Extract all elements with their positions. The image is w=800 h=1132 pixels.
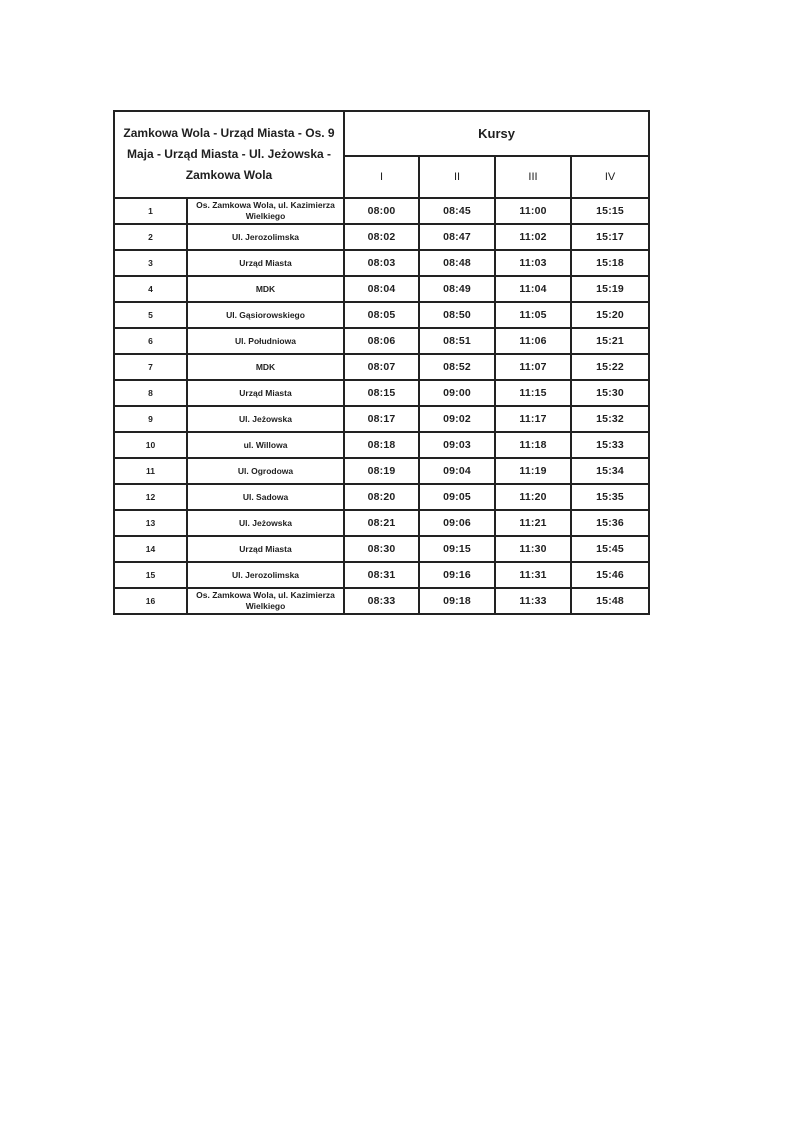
time-cell-4: 15:22	[571, 354, 649, 380]
table-row	[114, 354, 649, 380]
time-cell-3: 11:19	[495, 458, 571, 484]
time-cell-2: 08:48	[419, 250, 495, 276]
stop-number: 16	[114, 588, 187, 614]
time-cell-3: 11:06	[495, 328, 571, 354]
table-row	[114, 328, 649, 354]
time-cell-2: 08:45	[419, 198, 495, 224]
time-cell-1: 08:00	[344, 198, 419, 224]
stop-number: 13	[114, 510, 187, 536]
stop-number: 9	[114, 406, 187, 432]
time-cell-2: 09:05	[419, 484, 495, 510]
timetable-body	[114, 198, 649, 614]
stop-number: 8	[114, 380, 187, 406]
time-cell-1: 08:31	[344, 562, 419, 588]
stop-number: 4	[114, 276, 187, 302]
time-cell-2: 09:18	[419, 588, 495, 614]
time-cell-3: 11:17	[495, 406, 571, 432]
table-row	[114, 406, 649, 432]
table-row	[114, 432, 649, 458]
stop-name: Ul. Jeżowska	[187, 406, 344, 432]
table-row	[114, 458, 649, 484]
stop-name: Ul. Południowa	[187, 328, 344, 354]
time-cell-2: 09:15	[419, 536, 495, 562]
table-row	[114, 484, 649, 510]
stop-name: Urząd Miasta	[187, 380, 344, 406]
time-cell-2: 09:03	[419, 432, 495, 458]
stop-name: Ul. Jerozolimska	[187, 562, 344, 588]
course-column-4: IV	[571, 156, 649, 198]
time-cell-3: 11:00	[495, 198, 571, 224]
stop-name: Ul. Sadowa	[187, 484, 344, 510]
time-cell-4: 15:15	[571, 198, 649, 224]
time-cell-2: 09:02	[419, 406, 495, 432]
time-cell-1: 08:02	[344, 224, 419, 250]
table-row	[114, 562, 649, 588]
time-cell-2: 08:47	[419, 224, 495, 250]
time-cell-4: 15:20	[571, 302, 649, 328]
table-row	[114, 250, 649, 276]
courses-header: Kursy	[344, 111, 649, 156]
time-cell-3: 11:30	[495, 536, 571, 562]
time-cell-2: 09:06	[419, 510, 495, 536]
time-cell-4: 15:35	[571, 484, 649, 510]
stop-name: Ul. Jerozolimska	[187, 224, 344, 250]
stop-name: Ul. Gąsiorowskiego	[187, 302, 344, 328]
table-row	[114, 276, 649, 302]
header-row-top	[114, 111, 649, 156]
time-cell-3: 11:20	[495, 484, 571, 510]
time-cell-4: 15:46	[571, 562, 649, 588]
course-column-2: II	[419, 156, 495, 198]
time-cell-1: 08:30	[344, 536, 419, 562]
stop-number: 14	[114, 536, 187, 562]
stop-name: MDK	[187, 354, 344, 380]
table-row	[114, 380, 649, 406]
table-row	[114, 536, 649, 562]
time-cell-2: 09:00	[419, 380, 495, 406]
time-cell-2: 08:51	[419, 328, 495, 354]
stop-number: 1	[114, 198, 187, 224]
route-title: Zamkowa Wola - Urząd Miasta - Os. 9 Maja - Urząd Miasta - Ul. Jeżowska - Zamkowa Wola	[114, 111, 344, 198]
stop-name: Os. Zamkowa Wola, ul. Kazimierza Wielkiego	[187, 588, 344, 614]
time-cell-1: 08:04	[344, 276, 419, 302]
time-cell-1: 08:06	[344, 328, 419, 354]
stop-name: Ul. Ogrodowa	[187, 458, 344, 484]
time-cell-2: 08:52	[419, 354, 495, 380]
time-cell-3: 11:21	[495, 510, 571, 536]
stop-name: Os. Zamkowa Wola, ul. Kazimierza Wielkiego	[187, 198, 344, 224]
stop-number: 3	[114, 250, 187, 276]
time-cell-4: 15:45	[571, 536, 649, 562]
stop-number: 5	[114, 302, 187, 328]
table-row	[114, 302, 649, 328]
table-row	[114, 588, 649, 614]
time-cell-3: 11:04	[495, 276, 571, 302]
time-cell-4: 15:32	[571, 406, 649, 432]
stop-number: 10	[114, 432, 187, 458]
time-cell-3: 11:02	[495, 224, 571, 250]
time-cell-1: 08:15	[344, 380, 419, 406]
stop-number: 12	[114, 484, 187, 510]
time-cell-2: 08:49	[419, 276, 495, 302]
table-row	[114, 510, 649, 536]
time-cell-2: 09:16	[419, 562, 495, 588]
stop-number: 7	[114, 354, 187, 380]
time-cell-1: 08:17	[344, 406, 419, 432]
time-cell-2: 08:50	[419, 302, 495, 328]
stop-name: ul. Willowa	[187, 432, 344, 458]
time-cell-4: 15:36	[571, 510, 649, 536]
time-cell-4: 15:33	[571, 432, 649, 458]
time-cell-1: 08:19	[344, 458, 419, 484]
time-cell-4: 15:21	[571, 328, 649, 354]
time-cell-3: 11:31	[495, 562, 571, 588]
stop-name: Ul. Jeżowska	[187, 510, 344, 536]
stop-name: Urząd Miasta	[187, 536, 344, 562]
stop-name: Urząd Miasta	[187, 250, 344, 276]
time-cell-4: 15:48	[571, 588, 649, 614]
time-cell-1: 08:33	[344, 588, 419, 614]
time-cell-2: 09:04	[419, 458, 495, 484]
time-cell-4: 15:19	[571, 276, 649, 302]
bus-timetable	[113, 110, 650, 615]
time-cell-1: 08:05	[344, 302, 419, 328]
stop-number: 2	[114, 224, 187, 250]
time-cell-4: 15:17	[571, 224, 649, 250]
stop-number: 11	[114, 458, 187, 484]
time-cell-4: 15:30	[571, 380, 649, 406]
table-row	[114, 198, 649, 224]
time-cell-1: 08:18	[344, 432, 419, 458]
time-cell-3: 11:05	[495, 302, 571, 328]
table-row	[114, 224, 649, 250]
time-cell-1: 08:20	[344, 484, 419, 510]
time-cell-4: 15:34	[571, 458, 649, 484]
course-column-3: III	[495, 156, 571, 198]
time-cell-3: 11:33	[495, 588, 571, 614]
course-column-1: I	[344, 156, 419, 198]
time-cell-3: 11:15	[495, 380, 571, 406]
time-cell-3: 11:18	[495, 432, 571, 458]
time-cell-3: 11:03	[495, 250, 571, 276]
time-cell-1: 08:21	[344, 510, 419, 536]
time-cell-3: 11:07	[495, 354, 571, 380]
time-cell-1: 08:03	[344, 250, 419, 276]
stop-number: 15	[114, 562, 187, 588]
stop-name: MDK	[187, 276, 344, 302]
time-cell-4: 15:18	[571, 250, 649, 276]
time-cell-1: 08:07	[344, 354, 419, 380]
stop-number: 6	[114, 328, 187, 354]
